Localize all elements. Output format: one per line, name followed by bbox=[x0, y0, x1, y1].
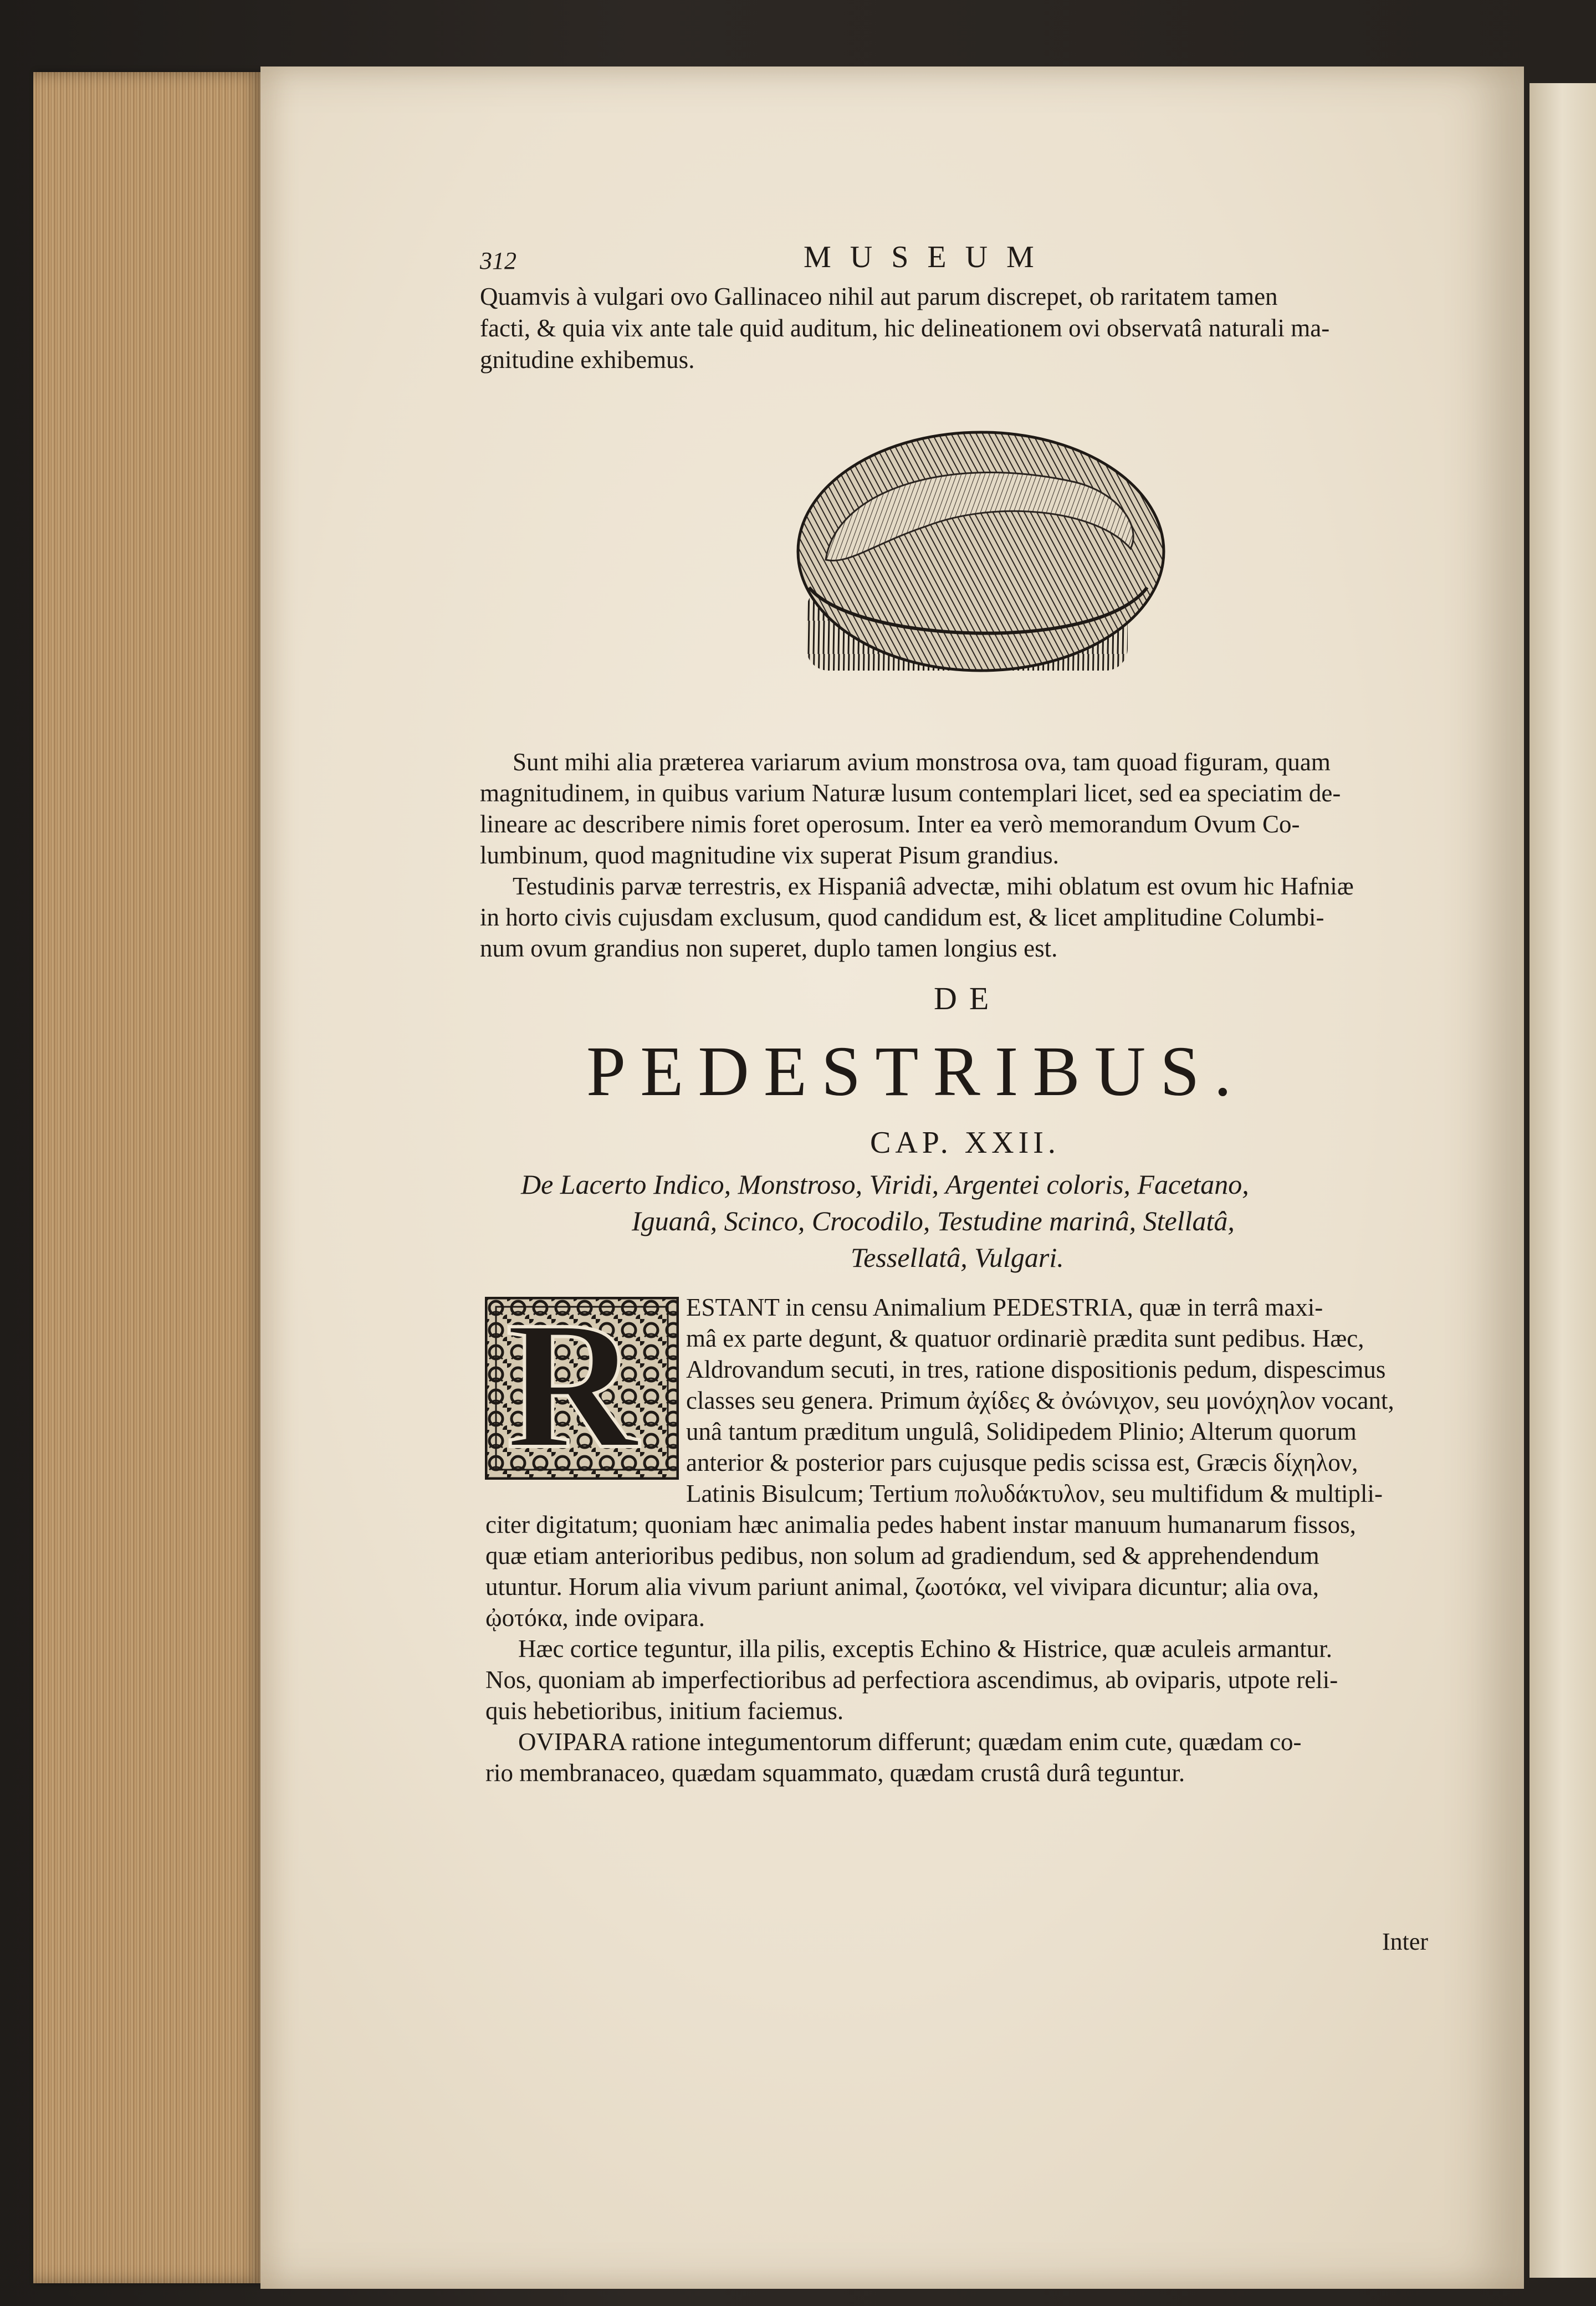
catchword: Inter bbox=[1382, 1928, 1429, 1955]
text-line: Latinis Bisulcum; Tertium πολυδάκτυλον, seu multifidum & multipli- bbox=[686, 1480, 1383, 1507]
section-heading: PEDESTRIBUS. bbox=[586, 1032, 1246, 1111]
text-line: facti, & quia vix ante tale quid auditum, hic delineationem ovi observatâ naturali ma- bbox=[480, 314, 1330, 342]
text-line: in horto civis cujusdam exclusum, quod candidum est, & licet amplitudine Columbi- bbox=[480, 903, 1324, 931]
text-line: Aldrovandum secuti, in tres, ratione dispositionis pedum, dispescimus bbox=[686, 1356, 1386, 1383]
text-line: ESTANT in censu Animalium PEDESTRIA, quæ in terrâ maxi- bbox=[686, 1293, 1323, 1321]
text-line: citer digitatum; quoniam hæc animalia pedes habent instar manuum humanarum fissos, bbox=[485, 1511, 1356, 1538]
text-line: gnitudine exhibemus. bbox=[480, 346, 695, 374]
subtitle-line: Tessellatâ, Vulgari. bbox=[851, 1242, 1064, 1273]
text-line: magnitudinem, in quibus varium Naturæ lusum contemplari licet, sed ea speciatim de- bbox=[480, 779, 1341, 807]
chapter-number: CAP. XXII. bbox=[870, 1126, 1060, 1160]
text-line: quis hebetioribus, initium faciemus. bbox=[485, 1697, 844, 1725]
text-line: quæ etiam anterioribus pedibus, non solum ad gradiendum, sed & apprehendendum bbox=[485, 1542, 1319, 1569]
text-line: unâ tantum præditum ungulâ, Solidipedem Plinio; Alterum quorum bbox=[686, 1418, 1357, 1445]
page-number: 312 bbox=[480, 247, 516, 274]
running-head: MUSEUM bbox=[804, 240, 1053, 274]
subtitle-line: De Lacerto Indico, Monstroso, Viridi, Argentei coloris, Facetano, bbox=[521, 1169, 1249, 1200]
section-heading-de: DE bbox=[934, 980, 1001, 1016]
engraved-shell-illustration bbox=[787, 421, 1175, 715]
text-line: classes seu genera. Primum ἀχίδες & ὀνώνιχον, seu μονόχηλον vocant, bbox=[686, 1387, 1394, 1414]
text-line: rio membranaceo, quædam squammato, quædam crustâ durâ teguntur. bbox=[485, 1759, 1185, 1787]
text-line: Sunt mihi alia præterea variarum avium monstrosa ova, tam quoad figuram, quam bbox=[513, 748, 1331, 776]
text-line: lineare ac describere nimis foret operosum. Inter ea verò memorandum Ovum Co- bbox=[480, 810, 1300, 838]
text-line: anterior & posterior pars cujusque pedis scissa est, Græcis δίχηλον, bbox=[686, 1449, 1358, 1476]
ornamental-drop-cap bbox=[485, 1284, 679, 1486]
facing-page-edge bbox=[1530, 83, 1596, 2278]
text-line: Nos, quoniam ab imperfectioribus ad perfectiora ascendimus, ab oviparis, utpote reli- bbox=[485, 1666, 1338, 1694]
text-line: OVIPARA ratione integumentorum differunt; quædam enim cute, quædam co- bbox=[518, 1728, 1302, 1756]
text-line: Quamvis à vulgari ovo Gallinaceo nihil aut parum discrepet, ob raritatem tamen bbox=[480, 283, 1278, 310]
text-line: utuntur. Horum alia vivum pariunt animal, ζωοτόκα, vel vivipara dicuntur; alia ova, bbox=[485, 1573, 1319, 1601]
text-line: lumbinum, quod magnitudine vix superat Pisum grandius. bbox=[480, 841, 1059, 869]
text-line: num ovum grandius non superet, duplo tamen longius est. bbox=[480, 934, 1058, 962]
text-line: Testudinis parvæ terrestris, ex Hispaniâ advectæ, mihi oblatum est ovum hic Hafniæ bbox=[513, 872, 1354, 900]
drop-cap-letter: R bbox=[506, 1284, 638, 1486]
text-line: mâ ex parte degunt, & quatuor ordinariè prædita sunt pedibus. Hæc, bbox=[686, 1325, 1364, 1352]
text-line: Hæc cortice teguntur, illa pilis, exceptis Echino & Histrice, quæ aculeis armantur. bbox=[518, 1635, 1333, 1663]
subtitle-line: Iguanâ, Scinco, Crocodilo, Testudine marinâ, Stellatâ, bbox=[632, 1205, 1235, 1236]
book-page-edges bbox=[33, 72, 266, 2283]
text-line: ᾠοτόκα, inde ovipara. bbox=[485, 1604, 705, 1632]
